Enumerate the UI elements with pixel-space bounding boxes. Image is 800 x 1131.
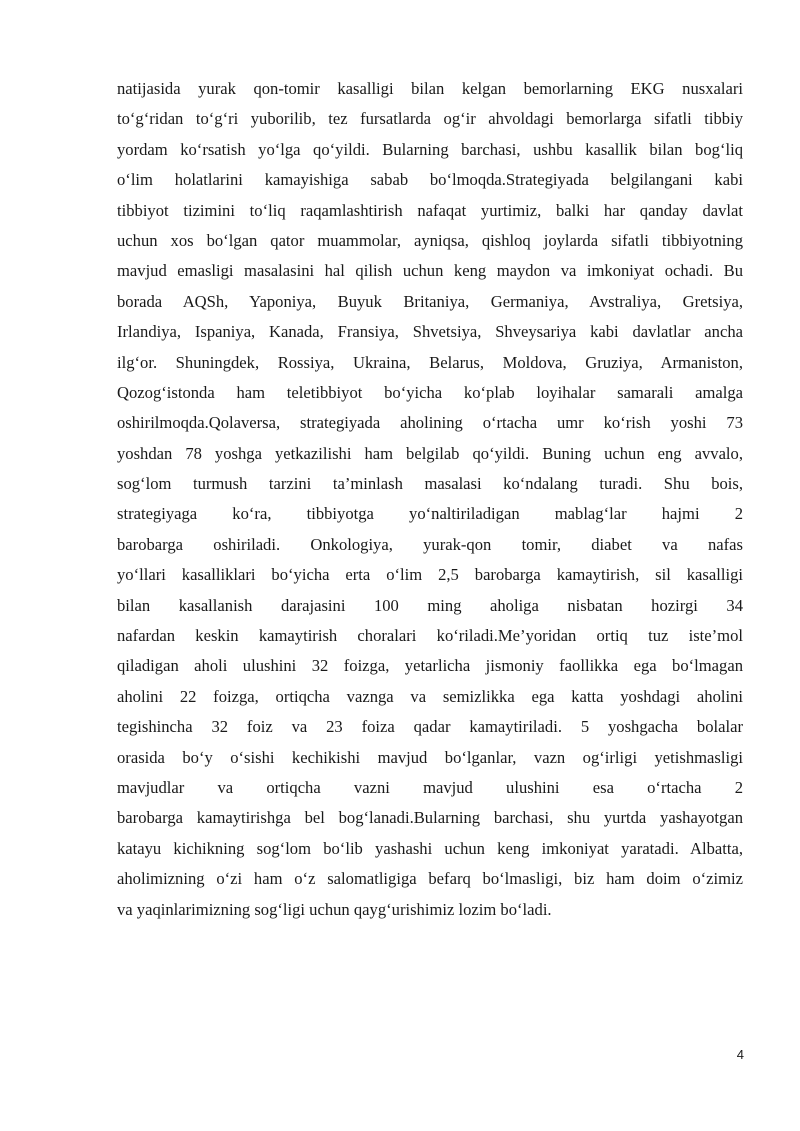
text-line: tegishincha 32 foiz va 23 foiza qadar kamaytiriladi. 5 yoshgacha bolalar — [117, 717, 743, 737]
text-line: oshirilmoqda.Qolaversa, strategiyada aholining o‘rtacha umr ko‘rish yoshi 73 — [117, 413, 743, 433]
text-line: to‘g‘ridan to‘g‘ri yuborilib, tez fursatlarda og‘ir ahvoldagi bemorlarga sifatli tibbiy — [117, 109, 743, 129]
text-line: yordam ko‘rsatish yo‘lga qo‘yildi. Bularning barchasi, ushbu kasallik bilan bog‘liq — [117, 139, 743, 159]
text-line: aholimizning o‘zi ham o‘z salomatligiga befarq bo‘lmasligi, biz ham doim o‘zimiz — [117, 869, 743, 889]
text-line: mavjud emasligi masalasini hal qilish uchun keng maydon va imkoniyat ochadi. Bu — [117, 261, 743, 281]
text-line: tibbiyot tizimini to‘liq raqamlashtirish nafaqat yurtimiz, balki har qanday davlat — [117, 200, 743, 220]
text-line: mavjudlar va ortiqcha vazni mavjud ulushini esa o‘rtacha 2 — [117, 777, 743, 797]
text-line: aholini 22 foizga, ortiqcha vaznga va semizlikka ega katta yoshdagi aholini — [117, 686, 743, 706]
text-line: ilg‘or. Shuningdek, Rossiya, Ukraina, Belarus, Moldova, Gruziya, Armaniston, — [117, 352, 743, 372]
text-line: strategiyaga ko‘ra, tibbiyotga yo‘naltiriladigan mablag‘lar hajmi 2 — [117, 504, 743, 524]
text-line: nafardan keskin kamaytirish choralari ko‘riladi.Me’yoridan ortiq tuz iste’mol — [117, 626, 743, 646]
text-line: yo‘llari kasalliklari bo‘yicha erta o‘lim 2,5 barobarga kamaytirish, sil kasalligi — [117, 565, 743, 585]
text-line: va yaqinlarimizning sog‘ligi uchun qayg‘urishimiz lozim bo‘ladi. — [117, 899, 552, 919]
text-line: katayu kichikning sog‘lom bo‘lib yashashi uchun keng imkoniyat yaratadi. Albatta, — [117, 838, 743, 858]
text-line: barobarga oshiriladi. Onkologiya, yurak-qon tomir, diabet va nafas — [117, 534, 743, 554]
text-line: qiladigan aholi ulushini 32 foizga, yetarlicha jismoniy faollikka ega bo‘lmagan — [117, 656, 743, 676]
text-line: Irlandiya, Ispaniya, Kanada, Fransiya, Shvetsiya, Shveysariya kabi davlatlar ancha — [117, 322, 743, 342]
body-paragraph — [117, 74, 743, 925]
text-line: yoshdan 78 yoshga yetkazilishi ham belgilab qo‘yildi. Buning uchun eng avvalo, — [117, 443, 743, 463]
text-line: bilan kasallanish darajasini 100 ming aholiga nisbatan hozirgi 34 — [117, 595, 743, 615]
page-number: 4 — [736, 1047, 744, 1062]
text-line: borada AQSh, Yaponiya, Buyuk Britaniya, Germaniya, Avstraliya, Gretsiya, — [117, 291, 743, 311]
text-line: uchun xos bo‘lgan qator muammolar, ayniqsa, qishloq joylarda sifatli tibbiyotning — [117, 230, 743, 250]
text-line: o‘lim holatlarini kamayishiga sabab bo‘lmoqda.Strategiyada belgilangani kabi — [117, 170, 743, 190]
text-line: Qozog‘istonda ham teletibbiyot bo‘yicha ko‘plab loyihalar samarali amalga — [117, 382, 743, 402]
text-line: sog‘lom turmush tarzini ta’minlash masalasi ko‘ndalang turadi. Shu bois, — [117, 474, 743, 494]
text-line: orasida bo‘y o‘sishi kechikishi mavjud bo‘lganlar, vazn og‘irligi yetishmasligi — [117, 747, 743, 767]
text-line: natijasida yurak qon-tomir kasalligi bilan kelgan bemorlarning EKG nusxalari — [117, 79, 743, 98]
text-line: barobarga kamaytirishga bel bog‘lanadi.Bularning barchasi, shu yurtda yashayotgan — [117, 808, 743, 828]
